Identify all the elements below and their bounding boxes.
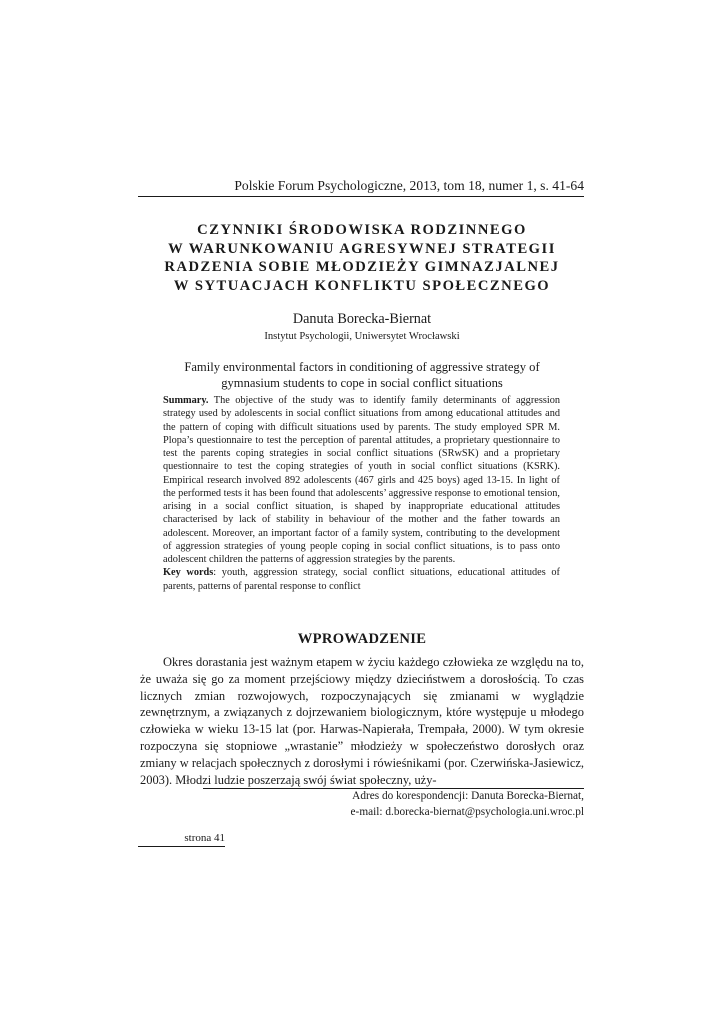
summary-label: Summary. bbox=[163, 395, 209, 406]
keywords-label: Key words bbox=[163, 567, 214, 579]
abstract bbox=[163, 394, 560, 593]
author-name: Danuta Borecka-Biernat bbox=[292, 311, 432, 327]
summary-text: The objective of the study was to identify family determinants of aggression strategy used by adolescents in social conflict situations from among educational attitudes and the pattern of coping with difficult situations used by parents. The study employed SPR M. Plopa’s questionnaire to test the perception of parental attitudes, a proprietary questionnaire to test the parents coping strategies in social conflict situations (SRwSK) and a proprietary questionnaire to test the coping strategies of youth in social conflict situations (KSRK). Empirical research involved 892 adolescents (467 girls and 425 boys) aged 13-15. In light of the performed tests it has been found that adolescents’ aggressive response to emotional tension, arising in a social conflict situation, is shaped by inappropriate educational attitudes characterised by lack of stability in behaviour of the mother and the father towards an adolescent. Moreover, an important factor of a family system, contributing to the development of aggression strategies of young people coping in social conflict situations, is to pass onto adolescent children the patterns of aggression strategies by the parents. bbox=[163, 395, 560, 565]
correspondence-address: Adres do korespondencji: Danuta Borecka-Biernat, bbox=[352, 790, 584, 802]
abstract-summary bbox=[163, 394, 560, 566]
title-line: RADZENIA SOBIE MŁODZIEŻY GIMNAZJALNEJ bbox=[164, 259, 560, 276]
body-paragraph: Okres dorastania jest ważnym etapem w życiu każdego człowieka ze względu na to, że uważa się go za moment przejściowy między dzieciństwem a dorosłością. To czas licznych zmian rozwojowych, rozpoczynających się zmianami w wyglądzie zewnętrznym, a związanych z dojrzewaniem biologicznym, które występuje u młodego człowieka w wieku 13-15 lat (por. Harwas-Napierała, Trempała, 2000). W tym okresie rozpoczyna się stopniowe „wrastanie” młodzieży w społeczeństwo dorosłych oraz zmiany w relacjach społecznych z dorosłymi i rówieśnikami (por. Czerwińska-Jasiewicz, 2003). Młodzi ludzie poszerzają swój świat społeczny, uży- bbox=[140, 655, 584, 787]
title-line: W WARUNKOWANIU AGRESYWNEJ STRATEGII bbox=[168, 240, 556, 257]
correspondence-email: e-mail: d.borecka-biernat@psychologia.uni.wroc.pl bbox=[350, 805, 584, 818]
author-affiliation: Instytut Psychologii, Uniwersytet Wrocławski bbox=[264, 331, 460, 342]
english-title: Family environmental factors in conditioning of aggressive strategy of gymnasium students to cope in social conflict situations bbox=[184, 360, 540, 390]
keywords-text: : youth, aggression strategy, social conflict situations, educational attitudes of parents, patterns of parental response to conflict bbox=[163, 567, 560, 592]
title-line: CZYNNIKI ŚRODOWISKA RODZINNEGO bbox=[197, 222, 527, 238]
page-number: strona 41 bbox=[138, 832, 225, 847]
article-title bbox=[140, 221, 584, 295]
correspondence-note bbox=[300, 789, 584, 820]
journal-header: Polskie Forum Psychologiczne, 2013, tom 18, numer 1, s. 41-64 bbox=[138, 177, 584, 197]
section-heading: WPROWADZENIE bbox=[297, 631, 427, 647]
title-line: W SYTUACJACH KONFLIKTU SPOŁECZNEGO bbox=[173, 277, 551, 294]
abstract-keywords bbox=[163, 566, 560, 593]
